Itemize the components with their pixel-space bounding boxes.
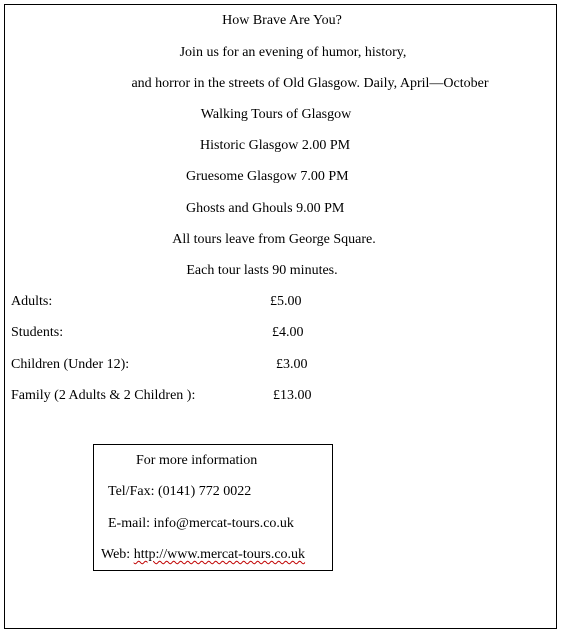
email-label: E-mail:	[108, 516, 150, 531]
price-label-adults: Adults:	[11, 294, 53, 309]
tour-name: Ghosts and Ghouls	[186, 201, 293, 216]
price-value-family: £13.00	[273, 388, 312, 403]
tour-time: 9.00 PM	[296, 201, 345, 216]
departure-note: All tours leave from George Square.	[172, 232, 376, 247]
intro-line-2: and horror in the streets of Old Glasgow. Daily, April—October	[131, 76, 489, 91]
price-value-adults: £5.00	[270, 294, 302, 309]
contact-heading: For more information	[136, 453, 258, 468]
tour-historic	[200, 138, 350, 154]
flyer-title: How Brave Are You?	[222, 13, 342, 28]
tour-gruesome	[186, 169, 349, 185]
price-value-children: £3.00	[276, 357, 308, 372]
web-url: http://www.mercat-tours.co.uk	[133, 547, 306, 562]
tour-ghosts	[186, 201, 344, 217]
price-value-students: £4.00	[272, 325, 304, 340]
tours-subtitle: Walking Tours of Glasgow	[200, 107, 352, 122]
duration-note: Each tour lasts 90 minutes.	[186, 263, 338, 278]
contact-tel	[108, 484, 251, 500]
price-label-family: Family (2 Adults & 2 Children ):	[11, 388, 196, 403]
contact-web	[101, 547, 305, 563]
intro-line-1: Join us for an evening of humor, history,	[179, 45, 407, 60]
tour-name: Historic Glasgow	[200, 138, 299, 153]
price-label-students: Students:	[11, 325, 64, 340]
tour-name: Gruesome Glasgow	[186, 169, 297, 184]
tour-time: 2.00 PM	[301, 138, 351, 153]
tour-time: 7.00 PM	[300, 169, 349, 184]
contact-email	[108, 516, 294, 532]
web-label: Web:	[101, 547, 131, 562]
email-value: info@mercat-tours.co.uk	[153, 516, 294, 531]
price-label-children: Children (Under 12):	[11, 357, 130, 372]
tel-label: Tel/Fax:	[108, 484, 155, 499]
tel-value: (0141) 772 0022	[157, 484, 252, 499]
